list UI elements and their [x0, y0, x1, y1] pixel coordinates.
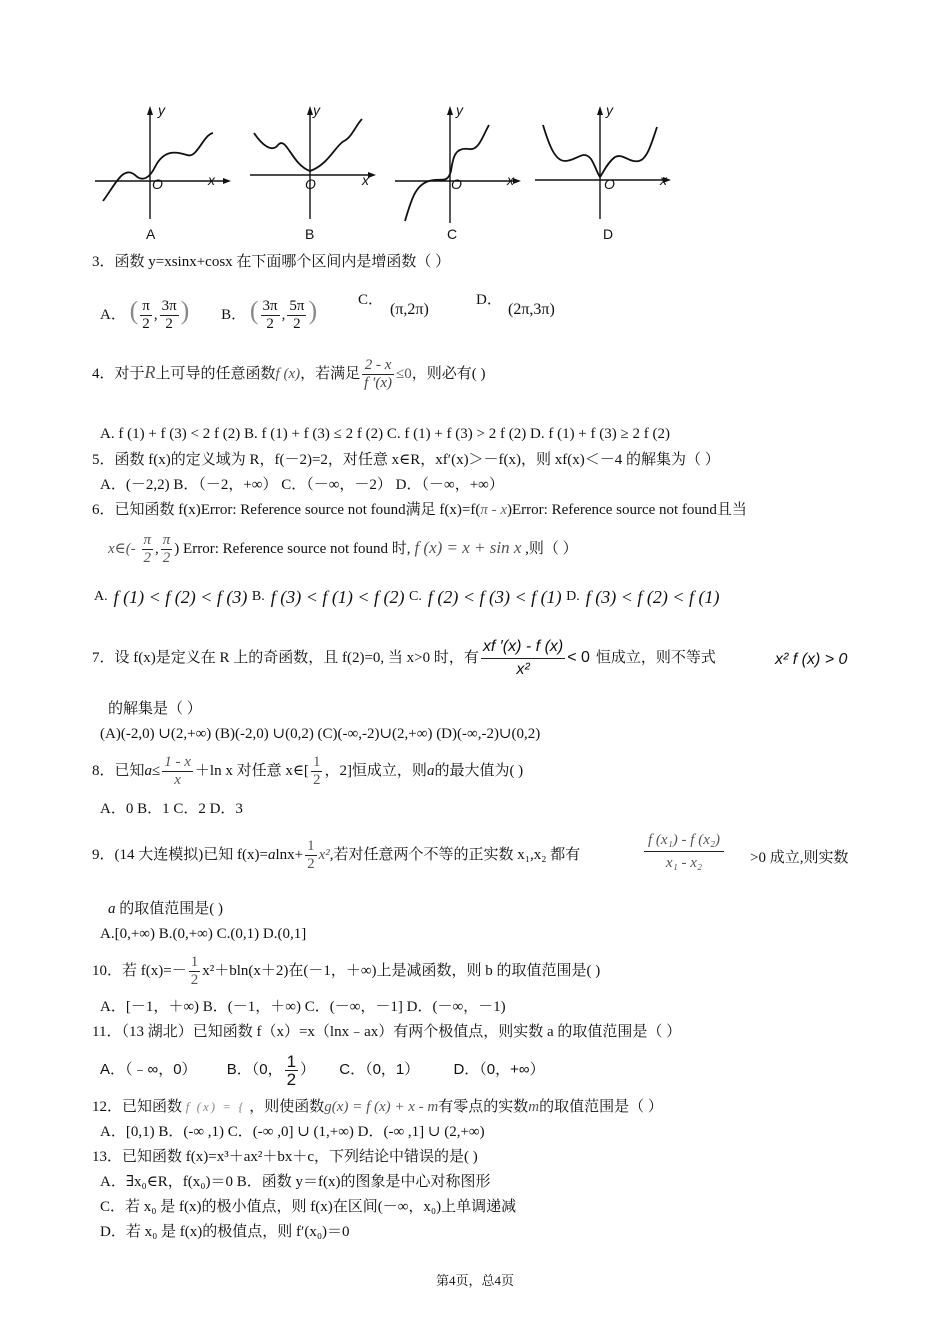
q12-text: 12．已知函数 [92, 1099, 183, 1115]
graph-caption-b: B [305, 226, 315, 242]
fraction-numerator: xf ′(x) - f (x) [481, 636, 565, 659]
q6-line-1 [92, 500, 747, 520]
fraction-denominator: 2 [286, 1069, 297, 1089]
axis-y-label: y [606, 102, 613, 118]
q6-option-c-label: C. [409, 589, 422, 604]
q4-text: ，若满足 [300, 366, 361, 382]
q6-options [94, 584, 720, 610]
axis-x-label: x [507, 172, 514, 188]
q4-text: 4．对于 [92, 366, 145, 382]
q6-text: ) Error: Reference source not found 时, [174, 541, 411, 557]
axis-y-label: y [158, 102, 165, 118]
q13-option-c: C．若 x₀ 是 f(x)的极小值点，则 f(x)在区间(－∞，x₀)上单调递减 [100, 1199, 517, 1215]
q12-stem [92, 1097, 663, 1117]
fraction-numerator: 1 [312, 754, 321, 771]
q6-option-b: f (3) < f (1) < f (2) [270, 587, 405, 607]
q8-le: ≤ [152, 763, 161, 779]
q6-option-c: f (2) < f (3) < f (1) [427, 587, 562, 607]
q8-text: 的最大值为( ) [434, 763, 524, 779]
q4-set-r: R [144, 362, 156, 382]
fraction-numerator: 5π [289, 298, 305, 315]
fraction-denominator: 2 [162, 550, 171, 567]
q6-fx-def: f (x) = x + sin x [414, 538, 522, 557]
q12-options: A．[0,1) B．(-∞ ,1) C．(-∞ ,0] ∪ (1,+∞) D．(-∞ ,1] ∪ (2,+∞) [100, 1124, 485, 1140]
q8-text: ，2]恒成立，则 [324, 763, 427, 779]
q9-x2: x² [318, 847, 330, 863]
q13-stem: 13．已知函数 f(x)=x³＋ax²＋bx＋c，下列结论中错误的是( ) [92, 1149, 478, 1165]
q7-inequality: x² f (x) > 0 [775, 651, 848, 668]
q7-lt0: < 0 [567, 649, 590, 666]
fraction-denominator: x₁ - x₂ [665, 855, 703, 872]
q7-stem [92, 636, 716, 681]
q3-option-b-label: B． [221, 307, 247, 323]
q4-text: 上可导的任意函数 [155, 366, 276, 382]
graph-caption-a: A [146, 226, 156, 242]
fraction-numerator: π [142, 298, 150, 315]
fraction-denominator: 2 [293, 316, 301, 333]
q8-stem [92, 750, 523, 792]
page-footer: 第4页，总4页 [435, 1273, 514, 1288]
fraction-numerator: 1 [286, 1051, 297, 1071]
q7-text: 7．设 f(x)是定义在 R 上的奇函数，且 f(2)=0, 当 x>0 时，有 [92, 650, 479, 666]
q9-var-a: a [108, 901, 116, 917]
q9-line-2 [108, 899, 223, 919]
fraction-numerator: 1 - x [164, 754, 191, 771]
q10-options: A．[－1，＋∞) B．(－1，＋∞) C．(－∞，－1] D．(－∞，－1) [100, 999, 506, 1015]
q9-stem [92, 830, 580, 880]
axis-y-label: y [313, 102, 320, 118]
q9-var-a: a [267, 847, 276, 863]
fraction-denominator: x [174, 772, 181, 789]
origin-label: O [604, 176, 615, 192]
fraction-denominator: 2 [190, 972, 199, 989]
fraction-denominator: 2 [143, 550, 152, 567]
q4-options: A. f (1) + f (3) < 2 f (2) B. f (1) + f (3) ≤ 2 f (2) C. f (1) + f (3) > 2 f (2) D. f (1) + f (3) ≥ 2 f (2) [100, 426, 670, 442]
graph-c [395, 105, 525, 225]
graph-a [95, 105, 235, 220]
q10-text: 10．若 f(x)=－ [92, 963, 187, 979]
q11-stem: 11．（13 湖北）已知函数 f（x）=x（lnx﹣ax）有两个极值点，则实数 a 的取值范围是（ ） [92, 1024, 682, 1040]
q9-post: >0 成立,则实数 [750, 850, 849, 866]
fraction-numerator: 2 - x [362, 357, 394, 375]
q8-options: A．0 B．1 C．2 D．3 [100, 801, 243, 817]
axis-y-label: y [456, 102, 463, 118]
q6-option-a: f (1) < f (2) < f (3) [113, 587, 248, 607]
fraction-numerator: f (x₁) - f (x₂) [644, 829, 724, 852]
axis-x-label: x [208, 172, 215, 188]
q6-text: 6．已知函数 f(x)Error: Reference source not found满足 f(x)=f( [92, 502, 481, 518]
q4-fx: f (x) [275, 366, 301, 382]
q4-stem [92, 352, 485, 394]
axis-x-label: x [660, 172, 667, 188]
origin-label: O [451, 176, 462, 192]
q11-options [100, 1050, 545, 1090]
q9-text: ,若对任意两个不等的正实数 x₁,x₂ 都有 [329, 847, 581, 863]
origin-label: O [305, 176, 316, 192]
q4-le0: ≤0 [395, 366, 412, 382]
q9-text: 9．(14 大连模拟)已知 f(x)= [92, 847, 268, 863]
q12-var-m: m [528, 1099, 540, 1115]
graph-caption-d: D [603, 226, 614, 242]
fraction-denominator: 2 [266, 316, 274, 333]
q8-var-a: a [426, 763, 435, 779]
q5-options: A．(－2,2) B．（－2，+∞） C．（－∞，－2） D．（－∞，+∞） [100, 477, 504, 493]
axis-x-label: x [362, 172, 369, 188]
fraction-denominator: f ′(x) [364, 375, 392, 392]
q10-stem [92, 950, 600, 992]
fraction-numerator: 1 [307, 838, 315, 855]
fraction-denominator: x² [516, 661, 530, 679]
fraction-numerator: π [143, 532, 152, 549]
q6-option-b-label: B. [251, 589, 265, 604]
fraction-numerator: π [162, 532, 171, 549]
q11-option-a: A．（﹣∞，0） [100, 1061, 197, 1078]
q5-stem: 5．函数 f(x)的定义域为 R，f(－2)=2，对任意 x∈R，xf′(x)＞－f(x)，则 xf(x)＜－4 的解集为（ ） [92, 452, 720, 468]
q9-text: 的取值范围是( ) [119, 901, 223, 917]
q6-text: )Error: Reference source not found且当 [507, 502, 747, 518]
q6-option-d: f (3) < f (2) < f (1) [585, 587, 720, 607]
q12-text: 的取值范围是（ ） [539, 1099, 663, 1115]
graph-b [250, 105, 380, 220]
q3-options: A． ( $\frac{\pi}{2}$ , $\frac{3\pi}{2}$ ) B． ( $\frac{3\pi}{2}$ , $\frac{5\pi}{2}$ ) [100, 296, 318, 333]
q11-option-d: D．（0，+∞） [453, 1061, 545, 1078]
q12-text: 有零点的实数 [438, 1099, 529, 1115]
q7-text: 恒成立，则不等式 [595, 650, 716, 666]
fraction-denominator: 2 [312, 772, 321, 789]
q6-option-a-label: A. [94, 589, 108, 604]
q9-text: lnx+ [275, 847, 304, 863]
q11-option-c: C．（0，1） [339, 1061, 420, 1078]
q3-option-d-value: (2π,3π) [508, 301, 555, 318]
graph-caption-c: C [447, 226, 458, 242]
fraction-numerator: 1 [190, 954, 199, 971]
q3-stem: 3．函数 y=xsinx+cosx 在下面哪个区间内是增函数（ ） [92, 254, 451, 270]
q3-option-c-label: C． [358, 292, 384, 308]
q10-text: x²＋bln(x＋2)在(－1，＋∞)上是减函数，则 b 的取值范围是( ) [202, 963, 601, 979]
q6-pi-minus-x: π - x [480, 502, 508, 518]
q13-option-d: D．若 x₀ 是 f(x)的极值点，则 f′(x₀)＝0 [100, 1224, 350, 1240]
q6-interval: x∈(- [108, 541, 140, 557]
q6-option-d-label: D. [566, 589, 580, 604]
q12-piecewise: f (x) = { [185, 1099, 246, 1114]
fraction-denominator: 2 [165, 316, 173, 333]
q3-option-d-label: D． [476, 292, 502, 308]
origin-label: O [152, 176, 163, 192]
q6-line-2: x∈(- $\frac{\pi}{2}$ , $\frac{\pi}{2}$ ) Error: Reference source not found 时, f (x) = x + sin x ,则（ ） [108, 532, 578, 567]
q8-text: ＋ln x 对任意 x∈[ [194, 763, 309, 779]
fraction-numerator: 3π [161, 298, 177, 315]
q9-options: A.[0,+∞) B.(0,+∞) C.(0,1) D.(0,1] [100, 926, 307, 942]
q13-options-ab: A．∃x₀∈R，f(x₀)＝0 B．函数 y＝f(x)的图象是中心对称图形 [100, 1174, 491, 1190]
q11-option-b-close: ） [300, 1061, 316, 1078]
q8-var-a: a [144, 763, 153, 779]
q12-text: ，则使函数 [249, 1099, 325, 1115]
q7-line-2: 的解集是（ ） [108, 701, 202, 717]
graph-d [535, 105, 675, 220]
q8-text: 8．已知 [92, 763, 145, 779]
q12-g-def: g(x) = f (x) + x - m [324, 1099, 439, 1115]
q7-options: (A)(-2,0) ∪(2,+∞) (B)(-2,0) ∪(0,2) (C)(-∞,-2)∪(2,+∞) (D)(-∞,-2)∪(0,2) [100, 726, 541, 742]
q3-option-a-label: A． [100, 307, 126, 323]
fraction-denominator: 2 [307, 856, 315, 873]
q4-text: ，则必有( ) [411, 366, 486, 382]
q9-fraction [642, 826, 726, 876]
fraction-denominator: 2 [142, 316, 150, 333]
q11-option-b: B．（0， [226, 1061, 283, 1078]
q6-text: ,则（ ） [521, 541, 578, 557]
q3-option-c-value: (π,2π) [390, 301, 429, 318]
fraction-numerator: 3π [262, 298, 278, 315]
